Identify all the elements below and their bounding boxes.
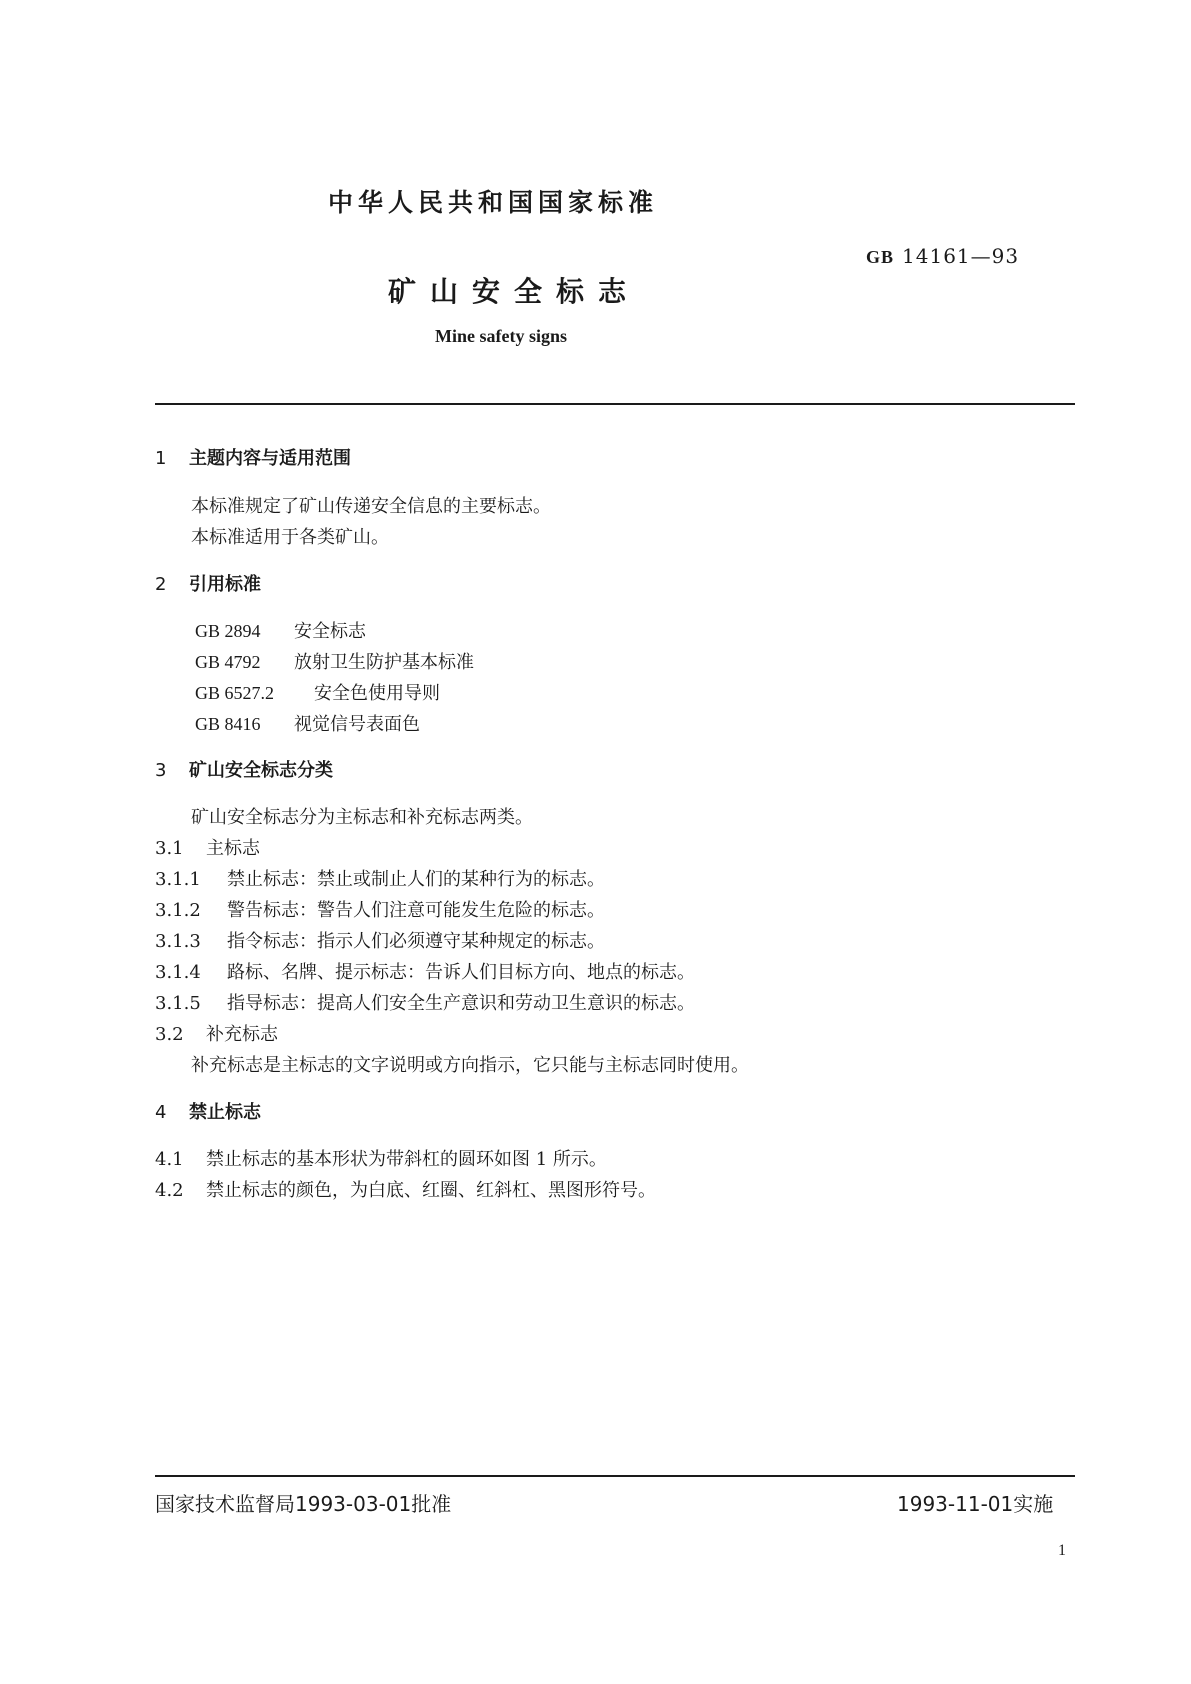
clause-text: 禁止标志的颜色，为白底、红圈、红斜杠、黑图形符号。	[206, 1180, 656, 1201]
reference-name: 安全色使用导则	[314, 683, 440, 704]
section-1-heading	[155, 444, 351, 470]
clause-text: 禁止标志：禁止或制止人们的某种行为的标志。	[227, 869, 605, 890]
reference-code: GB 4792	[195, 652, 261, 672]
section-number: 3	[155, 760, 167, 781]
clause-item	[155, 958, 695, 984]
implementation-date: 1993-11-01实施	[897, 1492, 1054, 1516]
document-subtitle: Mine safety signs	[435, 326, 567, 346]
subsection-3-2	[155, 1020, 278, 1046]
clause-item	[155, 896, 605, 922]
section-number: 2	[155, 574, 167, 595]
approval-info: 国家技术监督局1993-03-01批准	[155, 1492, 452, 1516]
footer-divider	[155, 1475, 1075, 1477]
subsection-3-1	[155, 834, 260, 860]
subsection-title: 主标志	[206, 838, 260, 859]
clause-text: 指导标志：提高人们安全生产意识和劳动卫生意识的标志。	[227, 993, 695, 1014]
clause-text: 禁止标志的基本形状为带斜杠的圆环如图 1 所示。	[206, 1149, 607, 1170]
section-title: 矿山安全标志分类	[189, 760, 333, 781]
reference-item	[195, 617, 366, 643]
section-number: 1	[155, 448, 167, 469]
section-number: 4	[155, 1102, 167, 1123]
standard-number	[866, 244, 1019, 268]
section-2-heading	[155, 570, 261, 596]
reference-item	[195, 679, 440, 705]
reference-name: 放射卫生防护基本标准	[294, 652, 474, 673]
clause-number: 3.1.4	[155, 962, 201, 983]
reference-code: GB 2894	[195, 621, 261, 641]
reference-name: 视觉信号表面色	[294, 714, 420, 735]
section-title: 主题内容与适用范围	[189, 448, 351, 469]
section-4-heading	[155, 1098, 261, 1124]
section-title: 引用标准	[189, 574, 261, 595]
clause-number: 4.2	[155, 1180, 184, 1201]
clause-item	[155, 989, 695, 1015]
gb-number: 14161—93	[902, 244, 1020, 268]
section-title: 禁止标志	[189, 1102, 261, 1123]
subsection-number: 3.2	[155, 1024, 184, 1045]
section-3-heading	[155, 756, 333, 782]
clause-item	[155, 1176, 656, 1202]
clause-item	[155, 927, 605, 953]
paragraph: 本标准适用于各类矿山。	[191, 527, 389, 548]
gb-label: GB	[866, 247, 895, 267]
reference-code: GB 6527.2	[195, 683, 275, 703]
header-divider	[155, 403, 1075, 405]
clause-number: 3.1.1	[155, 869, 201, 890]
clause-text: 警告标志：警告人们注意可能发生危险的标志。	[227, 900, 605, 921]
clause-text: 路标、名牌、提示标志：告诉人们目标方向、地点的标志。	[227, 962, 695, 983]
paragraph: 本标准规定了矿山传递安全信息的主要标志。	[191, 496, 551, 517]
subsection-number: 3.1	[155, 838, 184, 859]
clause-number: 3.1.5	[155, 993, 201, 1014]
national-standard-heading: 中华人民共和国国家标准	[328, 188, 659, 217]
clause-number: 3.1.2	[155, 900, 201, 921]
clause-number: 4.1	[155, 1149, 184, 1170]
subsection-title: 补充标志	[206, 1024, 278, 1045]
reference-item	[195, 710, 420, 736]
clause-item	[155, 1145, 607, 1171]
reference-code: GB 8416	[195, 714, 261, 734]
clause-text: 指令标志：指示人们必须遵守某种规定的标志。	[227, 931, 605, 952]
reference-name: 安全标志	[294, 621, 366, 642]
paragraph: 补充标志是主标志的文字说明或方向指示，它只能与主标志同时使用。	[191, 1055, 749, 1076]
clause-item	[155, 865, 605, 891]
document-title: 矿山安全标志	[388, 275, 641, 308]
reference-item	[195, 648, 474, 674]
paragraph: 矿山安全标志分为主标志和补充标志两类。	[191, 807, 533, 828]
page-number: 1	[1058, 1542, 1066, 1559]
clause-number: 3.1.3	[155, 931, 201, 952]
